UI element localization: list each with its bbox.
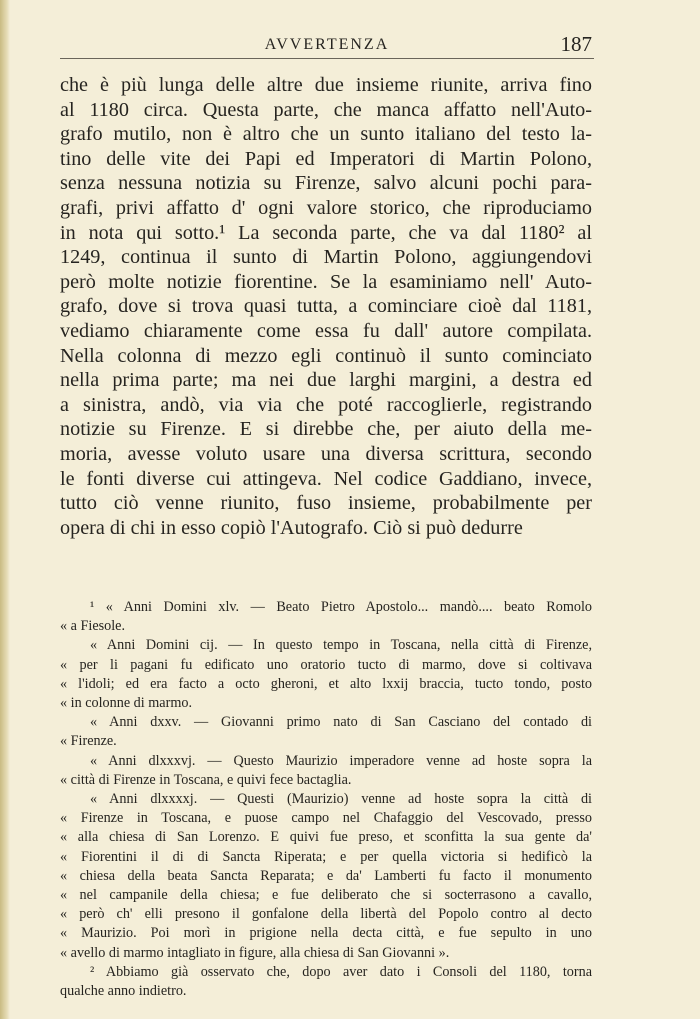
footnote-line: « in colonne di marmo. <box>60 695 192 712</box>
text-line: grafi, privi affatto d' ogni valore storico, che riproduciamo <box>60 196 592 219</box>
text-line: tutto ciò venne riunito, fuso insieme, probabilmente per <box>60 492 592 515</box>
footnote-line: « Maurizio. Poi morì in prigione nella decta città, e fue sepulto in uno <box>60 925 592 942</box>
footnote-line: « a Fiesole. <box>60 618 126 635</box>
running-title: AVVERTENZA <box>264 36 390 53</box>
text-line: grafo, dove si trova quasi tutta, a cominciare cioè dal 1181, <box>60 295 592 318</box>
footnote-line: « Anni dlxxxvj. — Questo Maurizio imperadore venne ad hoste sopra la <box>90 752 592 769</box>
footnote-line: « Anni Domini cij. — In questo tempo in Toscana, nella città di Firenze, <box>90 637 592 654</box>
footnote-line: « Anni dxxv. — Giovanni primo nato di San Casciano del contado di <box>90 714 592 731</box>
text-line: le fonti diverse cui attingeva. Nel codice Gaddiano, invece, <box>60 467 592 490</box>
text-line: che è più lunga delle altre due insieme riunite, arriva fino <box>60 74 592 96</box>
text-line: grafo mutilo, non è altro che un sunto italiano del testo la- <box>60 123 592 146</box>
footnote-line: « l'idoli; ed era facto a octo gheroni, et alto lxxij braccia, tucto tondo, posto <box>60 675 592 692</box>
text-line: al 1180 circa. Questa parte, che manca affatto nell'Auto- <box>60 98 592 121</box>
text-line: vediamo chiaramente come essa fu dall' autore compilata. <box>60 319 592 342</box>
text-line: in nota qui sotto.¹ La seconda parte, che va dal 1180² al <box>60 221 592 244</box>
footnote-line: « Fiorentini il di di Sancta Riperata; e per quella victoria si hedificò la <box>60 848 592 865</box>
text-line: nella prima parte; ma nei due larghi margini, a destra ed <box>60 369 592 392</box>
text-line: notizie su Firenze. E si direbbe che, per aiuto della me- <box>60 418 592 441</box>
footnote-line: « Anni dlxxxxj. — Questi (Maurizio) venne ad hoste sopra la città di <box>90 791 592 808</box>
footnote-line: « Firenze. <box>60 733 117 750</box>
text-line: opera di chi in esso copiò l'Autografo. Ciò si può dedurre <box>60 516 523 539</box>
footnote-line: « nel campanile della chiesa; e fue deliberato che si socterrasono a cavallo, <box>60 887 592 904</box>
text-line: Nella colonna di mezzo egli continuò il sunto cominciato <box>60 344 592 367</box>
footnote-line: « città di Firenze in Toscana, e quivi fece bactaglia. <box>60 771 352 788</box>
text-line: 1249, continua il sunto di Martin Polono, aggiungendovi <box>60 246 592 269</box>
page-header <box>60 34 594 59</box>
text-line: a sinistra, andò, via via che poté raccoglierle, registrando <box>60 393 592 416</box>
footnote-line: « avello di marmo intagliato in figure, alla chiesa di San Giovanni ». <box>60 944 450 961</box>
footnote-line: « per li pagani fu edificato uno oratorio tucto di marmo, dove si coltivava <box>60 656 592 673</box>
main-text <box>60 73 592 540</box>
page-spine-shadow <box>0 0 10 1019</box>
footnote-line: qualche anno indietro. <box>60 983 187 1000</box>
footnote-line: ² Abbiamo già osservato che, dopo aver dato i Consoli del 1180, torna <box>90 963 592 980</box>
text-line: senza nessuna notizia su Firenze, salvo alcuni pochi para- <box>60 172 592 195</box>
text-line: però molte notizie fiorentine. Se la esaminiamo nell' Auto- <box>60 270 592 293</box>
text-line: tino delle vite dei Papi ed Imperatori di Martin Polono, <box>60 147 592 170</box>
footnote-line: « chiesa della beata Sancta Reparata; e da' Lamberti fu facto il monumento <box>60 867 592 884</box>
page-number: 187 <box>560 32 592 56</box>
footnote-line: « però ch' elli presono il gonfalone della libertà del Popolo contro al decto <box>60 906 592 923</box>
text-line: moria, avesse voluto usare una diversa scrittura, secondo <box>60 442 592 465</box>
footnotes <box>60 598 592 1001</box>
footnote-line: ¹ « Anni Domini xlv. — Beato Pietro Apostolo... mandò.... beato Romolo <box>90 599 592 615</box>
footnote-line: « alla chiesa di San Lorenzo. E quivi fue preso, et sconfitta la sua gente da' <box>60 829 592 846</box>
footnote-line: « Firenze in Toscana, e puose campo nel Chafaggio del Vescovado, presso <box>60 810 592 827</box>
